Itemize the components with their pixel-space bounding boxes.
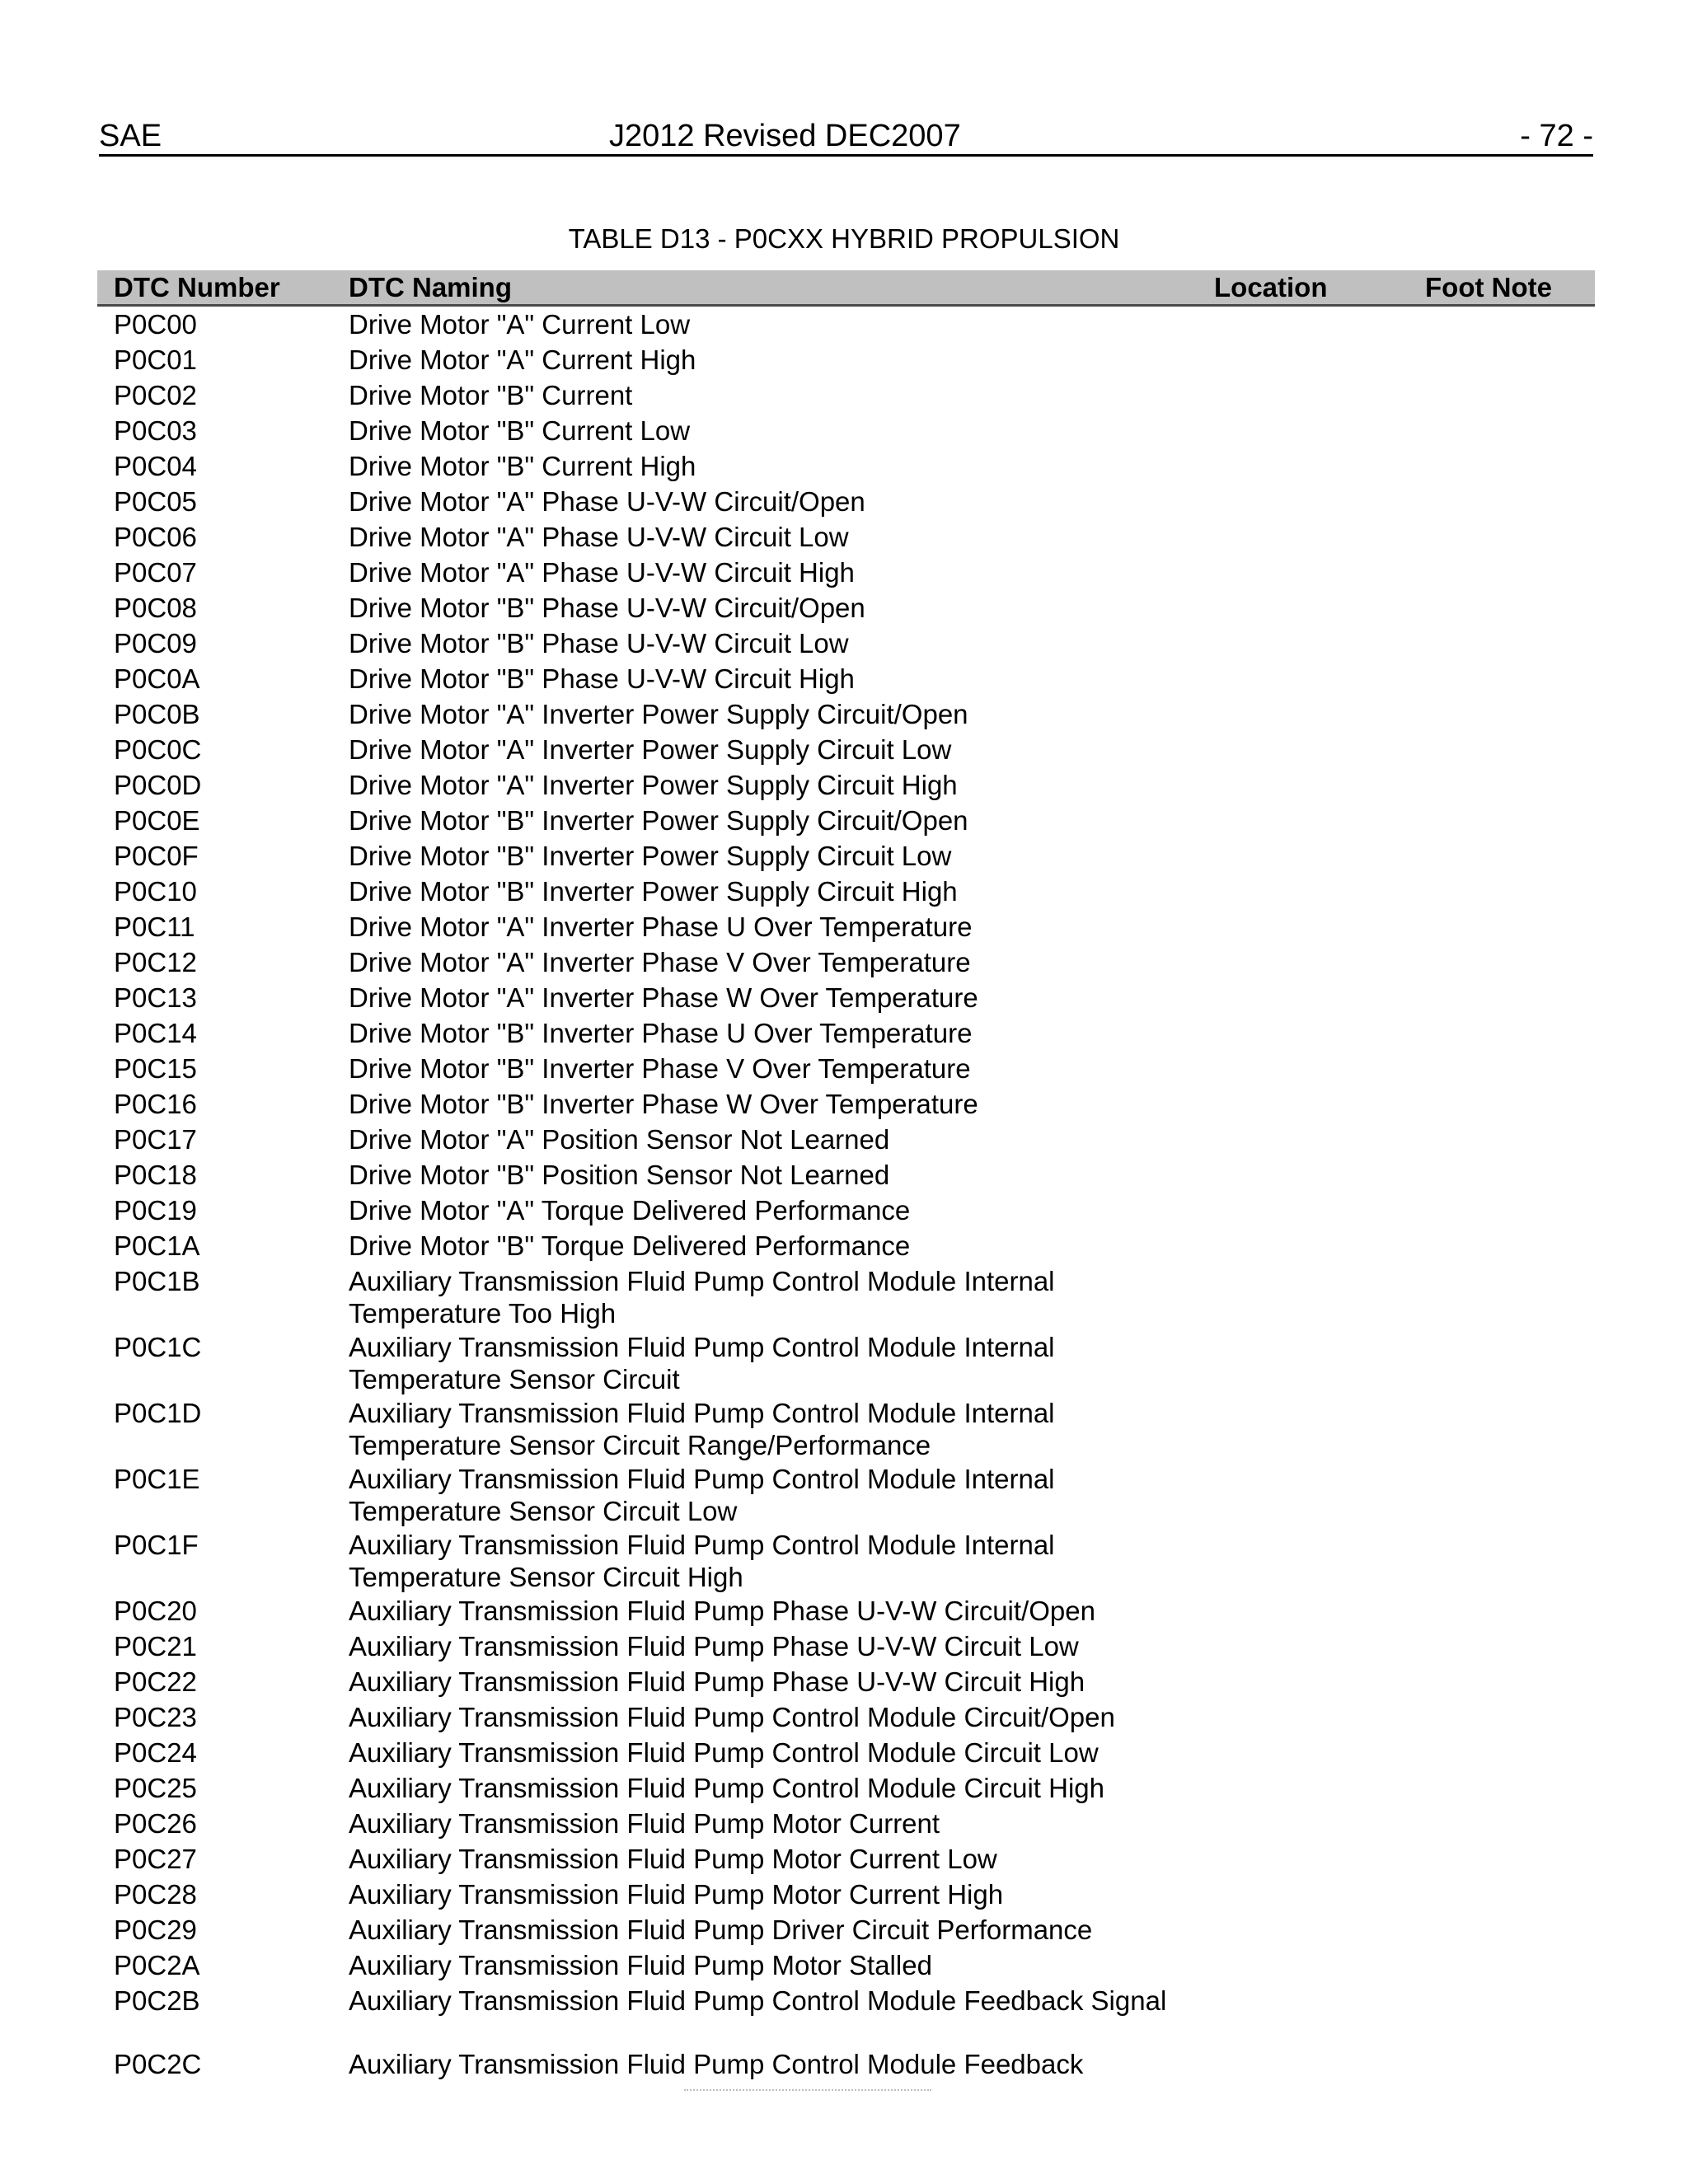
dtc-number-cell: P0C1D [114,1398,202,1428]
dtc-naming-cell: Drive Motor "B" Torque Delivered Performance [349,1230,911,1261]
table-row [97,661,1595,696]
dtc-number-cell: P0C18 [114,1160,197,1190]
column-header-foot-note: Foot Note [1425,272,1552,302]
dtc-number-cell: P0C17 [114,1124,197,1155]
dtc-naming-cell: Drive Motor "A" Torque Delivered Performance [349,1195,911,1226]
dtc-number-cell: P0C0E [114,805,200,836]
dtc-naming-cell: Auxiliary Transmission Fluid Pump Control Module Internal Temperature Sensor Circuit Range/Performance [349,1398,1055,1460]
dtc-naming-cell: Drive Motor "A" Inverter Phase V Over Temperature [349,947,971,977]
dtc-number-cell: P0C0C [114,734,202,765]
header-document-id: J2012 Revised DEC2007 [609,119,961,153]
table-row [97,1122,1595,1157]
column-header-dtc-number: DTC Number [114,272,280,302]
table-row [97,980,1595,1015]
dtc-naming-cell: Auxiliary Transmission Fluid Pump Motor Stalled [349,1950,932,1980]
table-row [97,1912,1595,1947]
dtc-number-cell: P0C28 [114,1879,197,1910]
table-row [97,1263,1595,1329]
dtc-number-cell: P0C23 [114,1702,197,1732]
dtc-naming-cell: Auxiliary Transmission Fluid Pump Control Module Circuit High [349,1773,1104,1803]
table-row [97,1329,1595,1395]
dtc-number-cell: P0C0B [114,699,200,729]
dtc-naming-cell: Drive Motor "B" Inverter Power Supply Circuit High [349,876,958,907]
dtc-number-cell: P0C14 [114,1018,197,1048]
table-row [97,1947,1595,1983]
dtc-naming-cell: Drive Motor "A" Inverter Power Supply Circuit High [349,770,958,800]
dtc-naming-cell: Drive Motor "A" Current High [349,344,696,375]
table-row [97,1877,1595,1912]
dtc-number-cell: P0C1C [114,1332,202,1362]
dtc-naming-cell: Auxiliary Transmission Fluid Pump Driver Circuit Performance [349,1915,1093,1945]
dtc-naming-cell: Auxiliary Transmission Fluid Pump Control Module Internal Temperature Sensor Circuit High [349,1530,1055,1592]
table-row [97,342,1595,377]
table-row [97,1086,1595,1122]
table-header-row [97,270,1595,307]
table-row [97,909,1595,944]
dtc-naming-cell: Auxiliary Transmission Fluid Pump Phase U-V-W Circuit High [349,1666,1085,1697]
dtc-naming-cell: Auxiliary Transmission Fluid Pump Motor Current High [349,1879,1004,1910]
column-header-dtc-naming: DTC Naming [349,272,512,302]
table-row [97,803,1595,838]
dtc-number-cell: P0C15 [114,1053,197,1084]
dtc-naming-cell: Drive Motor "A" Inverter Phase W Over Temperature [349,982,978,1013]
table-row [97,1051,1595,1086]
dtc-naming-cell: Drive Motor "B" Current Low [349,415,691,446]
dtc-naming-cell: Drive Motor "A" Inverter Power Supply Circuit Low [349,734,952,765]
table-title: TABLE D13 - P0CXX HYBRID PROPULSION [568,223,1120,254]
dtc-number-cell: P0C27 [114,1844,197,1874]
dtc-number-cell: P0C02 [114,380,197,410]
dtc-naming-cell: Drive Motor "B" Inverter Phase V Over Temperature [349,1053,971,1084]
dtc-naming-cell: Drive Motor "A" Current Low [349,309,691,340]
table-row [97,732,1595,767]
table-row [97,590,1595,626]
table-row [97,1629,1595,1664]
header-page-number: - 72 - [1520,119,1593,153]
dtc-naming-cell: Drive Motor "A" Position Sensor Not Learned [349,1124,890,1155]
dtc-number-cell: P0C1F [114,1530,199,1560]
dtc-number-cell: P0C21 [114,1631,197,1661]
column-header-location: Location [1214,272,1328,302]
header-org: SAE [99,119,162,153]
dtc-naming-cell: Auxiliary Transmission Fluid Pump Motor Current Low [349,1844,997,1874]
table-row [97,767,1595,803]
table-row [97,448,1595,484]
table-row [97,1593,1595,1629]
dtc-naming-cell: Drive Motor "A" Inverter Phase U Over Temperature [349,912,973,942]
dtc-naming-cell: Drive Motor "B" Inverter Power Supply Circuit/Open [349,805,968,836]
dtc-number-cell: P0C19 [114,1195,197,1226]
dtc-naming-cell: Drive Motor "A" Phase U-V-W Circuit High [349,557,855,588]
table-row [97,1841,1595,1877]
table-row [97,874,1595,909]
table-row [97,944,1595,980]
dtc-naming-cell: Drive Motor "B" Current [349,380,633,410]
dtc-number-cell: P0C25 [114,1773,197,1803]
table-row [97,377,1595,413]
dtc-naming-cell: Auxiliary Transmission Fluid Pump Control Module Feedback Signal [349,1985,1167,2016]
dtc-number-cell: P0C0A [114,663,200,694]
table-row [97,1395,1595,1461]
dtc-naming-cell: Auxiliary Transmission Fluid Pump Control Module Internal Temperature Too High [349,1266,1055,1329]
dtc-number-cell: P0C16 [114,1089,197,1119]
dtc-number-cell: P0C2C [114,2049,202,2079]
dtc-naming-cell: Auxiliary Transmission Fluid Pump Phase U-V-W Circuit Low [349,1631,1079,1661]
dtc-naming-cell: Drive Motor "B" Current High [349,451,696,481]
dtc-naming-cell: Drive Motor "B" Inverter Phase W Over Temperature [349,1089,978,1119]
table-row [97,1770,1595,1806]
table-row [97,2046,1595,2082]
dtc-number-cell: P0C01 [114,344,197,375]
dtc-number-cell: P0C0D [114,770,202,800]
table-row [97,307,1595,342]
dtc-naming-cell: Auxiliary Transmission Fluid Pump Motor Current [349,1808,940,1839]
dtc-naming-cell: Drive Motor "B" Phase U-V-W Circuit Low [349,628,849,658]
table-row [97,838,1595,874]
dtc-number-cell: P0C10 [114,876,197,907]
dtc-number-cell: P0C03 [114,415,197,446]
dtc-number-cell: P0C1B [114,1266,200,1296]
table-row [97,519,1595,555]
dtc-naming-cell: Auxiliary Transmission Fluid Pump Control Module Circuit Low [349,1737,1099,1768]
dtc-naming-cell: Auxiliary Transmission Fluid Pump Phase U-V-W Circuit/Open [349,1596,1095,1626]
dtc-naming-cell: Drive Motor "A" Phase U-V-W Circuit/Open [349,486,865,517]
dtc-number-cell: P0C1A [114,1230,200,1261]
footer-watermark [684,2089,931,2096]
table-row [97,1806,1595,1841]
dtc-number-cell: P0C04 [114,451,197,481]
dtc-number-cell: P0C13 [114,982,197,1013]
dtc-naming-cell: Auxiliary Transmission Fluid Pump Control Module Circuit/Open [349,1702,1115,1732]
table-row [97,1228,1595,1263]
table-row [97,484,1595,519]
page-header [99,118,1593,157]
table-body [97,307,1595,2082]
table-row [97,1983,1595,2046]
dtc-naming-cell: Drive Motor "B" Inverter Power Supply Circuit Low [349,841,952,871]
table-row [97,1699,1595,1735]
dtc-number-cell: P0C1E [114,1464,200,1494]
dtc-naming-cell: Drive Motor "B" Inverter Phase U Over Temperature [349,1018,973,1048]
dtc-number-cell: P0C20 [114,1596,197,1626]
dtc-naming-cell: Auxiliary Transmission Fluid Pump Control Module Internal Temperature Sensor Circuit [349,1332,1055,1394]
dtc-number-cell: P0C26 [114,1808,197,1839]
dtc-number-cell: P0C29 [114,1915,197,1945]
dtc-number-cell: P0C2A [114,1950,200,1980]
dtc-number-cell: P0C2B [114,1985,200,2016]
dtc-naming-cell: Drive Motor "B" Phase U-V-W Circuit High [349,663,855,694]
table-row [97,1193,1595,1228]
dtc-naming-cell: Drive Motor "A" Phase U-V-W Circuit Low [349,522,849,552]
dtc-number-cell: P0C22 [114,1666,197,1697]
table-row [97,626,1595,661]
table-row [97,1157,1595,1193]
table-row [97,1664,1595,1699]
table-row [97,1735,1595,1770]
dtc-number-cell: P0C09 [114,628,197,658]
dtc-naming-cell: Auxiliary Transmission Fluid Pump Control Module Internal Temperature Sensor Circuit Low [349,1464,1055,1526]
dtc-table [97,270,1595,2082]
table-row [97,1527,1595,1593]
table-row [97,555,1595,590]
dtc-naming-cell: Drive Motor "A" Inverter Power Supply Circuit/Open [349,699,968,729]
dtc-number-cell: P0C0F [114,841,199,871]
dtc-number-cell: P0C07 [114,557,197,588]
dtc-number-cell: P0C12 [114,947,197,977]
dtc-number-cell: P0C05 [114,486,197,517]
table-row [97,413,1595,448]
dtc-naming-cell: Auxiliary Transmission Fluid Pump Control Module Feedback [349,2049,1084,2079]
dtc-number-cell: P0C06 [114,522,197,552]
dtc-number-cell: P0C11 [114,912,195,942]
table-row [97,696,1595,732]
dtc-number-cell: P0C08 [114,593,197,623]
dtc-naming-cell: Drive Motor "B" Phase U-V-W Circuit/Open [349,593,865,623]
dtc-number-cell: P0C00 [114,309,197,340]
dtc-naming-cell: Drive Motor "B" Position Sensor Not Learned [349,1160,890,1190]
table-row [97,1015,1595,1051]
dtc-number-cell: P0C24 [114,1737,197,1768]
table-row [97,1461,1595,1527]
